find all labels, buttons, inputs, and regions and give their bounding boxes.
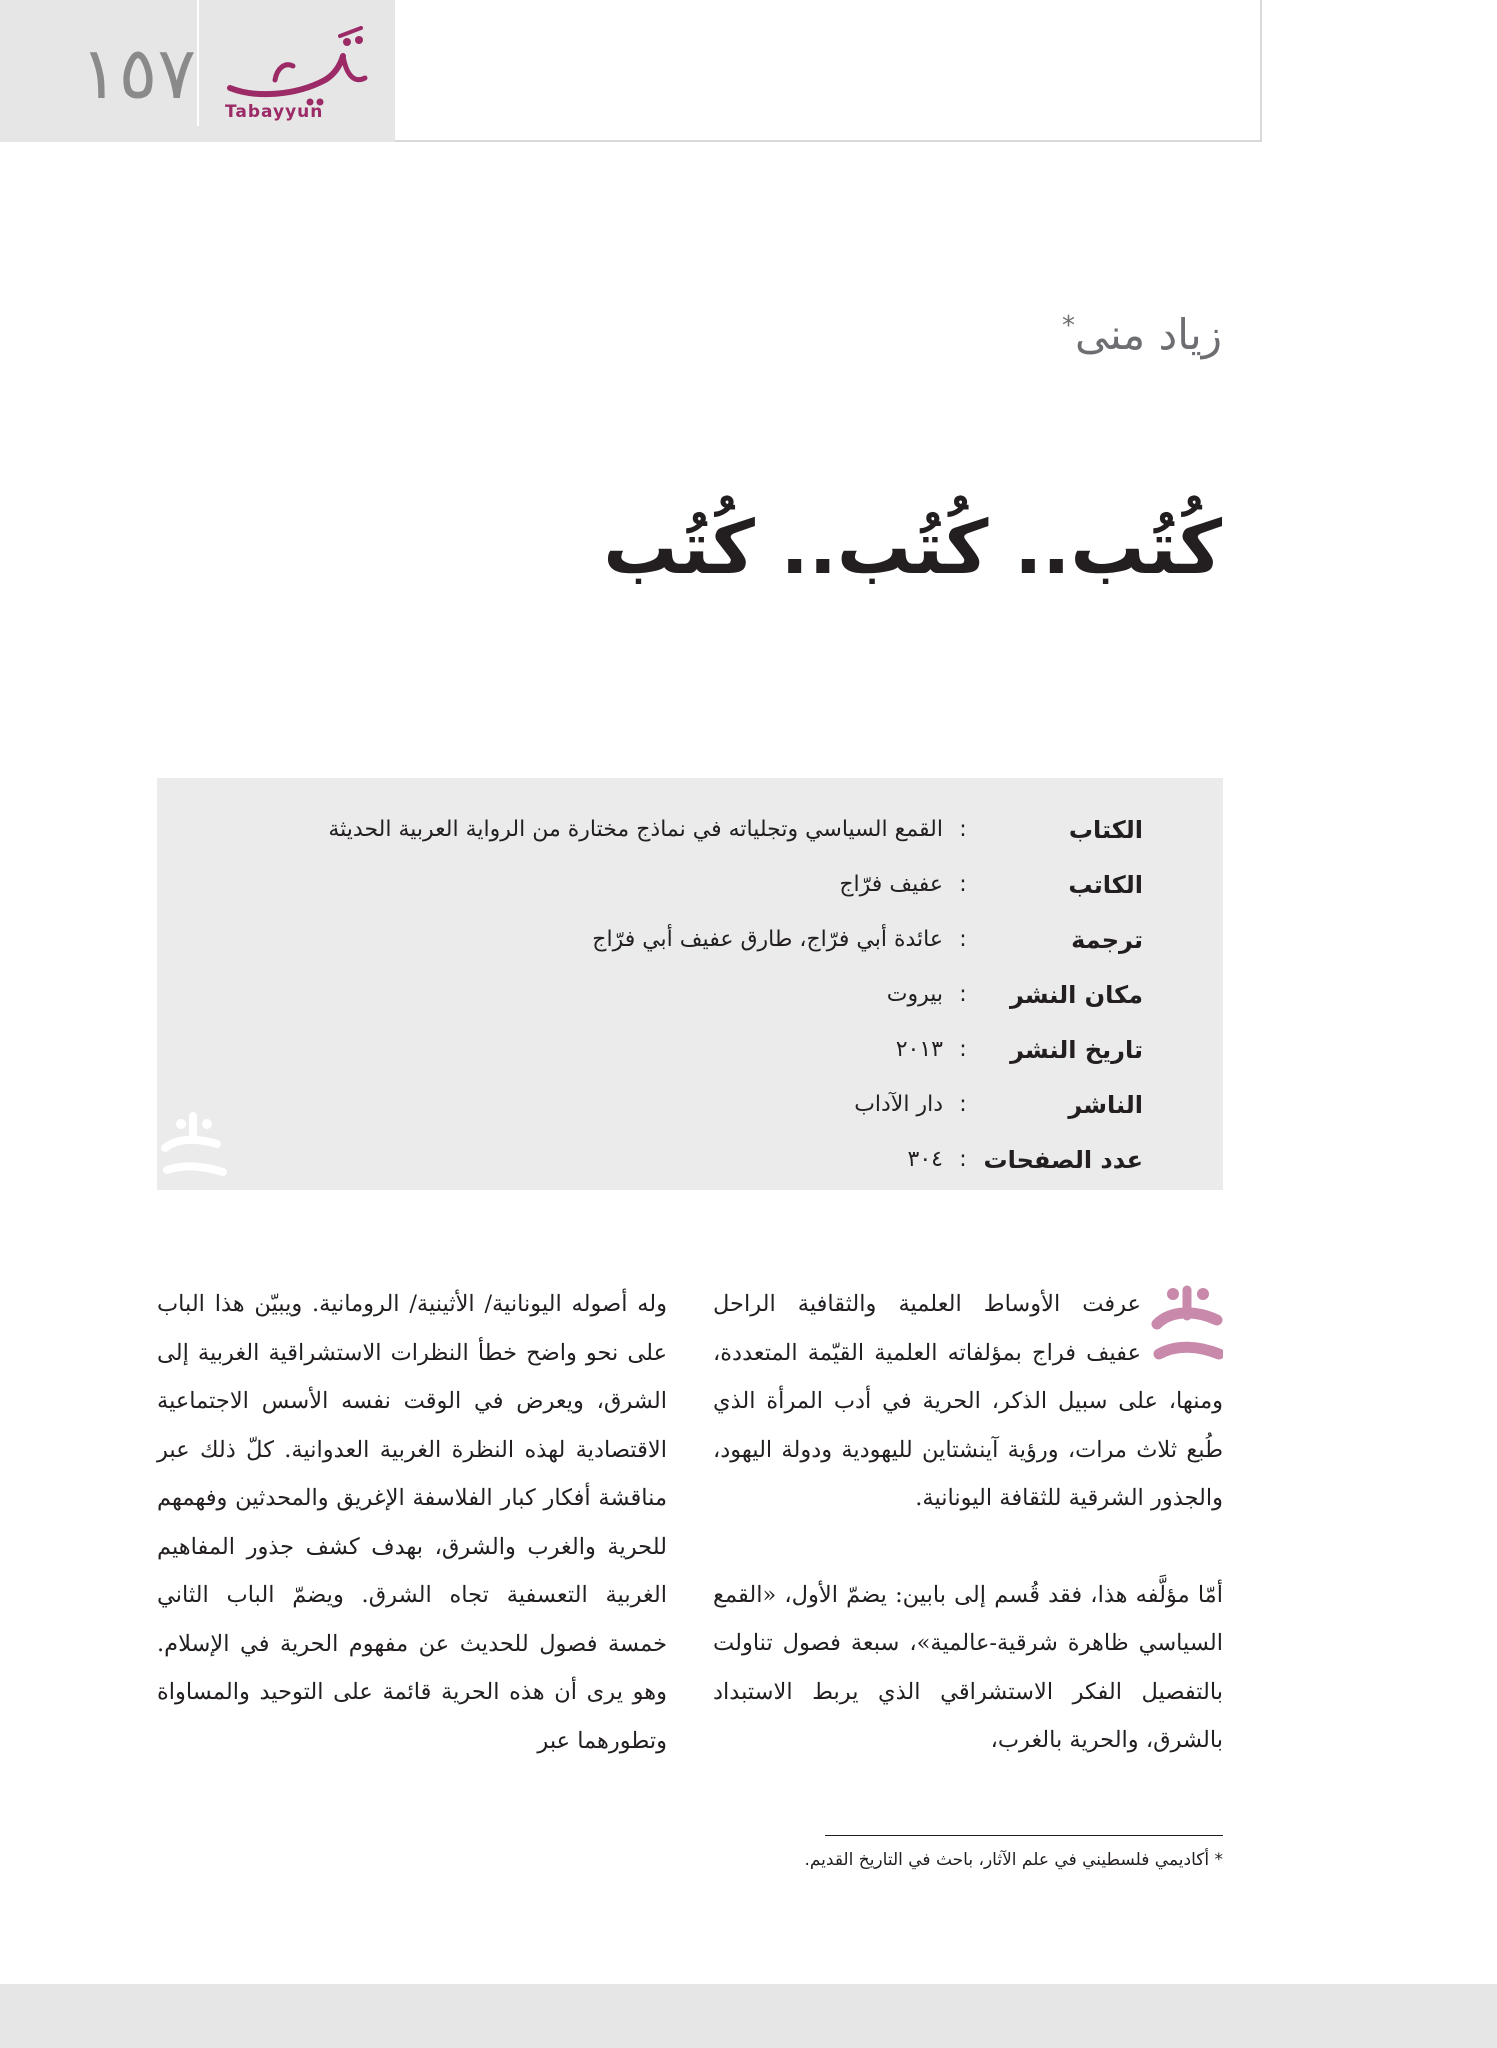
book-info-value: القمع السياسي وتجلياته في نماذج مختارة من الرواية العربية الحديثة [328,817,943,842]
book-info-label: الكتاب [1068,815,1143,844]
book-info-row [328,802,1143,857]
book-info-label: مكان النشر [1009,980,1143,1009]
logo-wordmark: Tabayyun [225,102,324,122]
paragraph [713,1571,1223,1765]
book-info-row [328,1132,1143,1187]
colon: : [959,817,967,842]
book-info-label: الكاتب [1068,870,1143,899]
header-tab [0,0,395,142]
book-info-box [157,778,1223,1190]
book-info-label: الناشر [1068,1090,1143,1119]
paragraph-text: أمّا مؤلَّفه هذا، فقد قُسم إلى بابين: يضمّ الأول، «القمع السياسي ظاهرة شرقية-عالمية»، سبعة فصول تناولت بالتفصيل الفكر الاستشراقي الذي يربط الاستبداد بالشرق، والحرية بالغرب، [713,1581,1223,1753]
drop-cap-icon [1151,1280,1223,1370]
page-number: ١٥٧ [80,31,197,115]
colon: : [959,982,967,1007]
book-info-label: عدد الصفحات [983,1145,1143,1174]
paragraph [157,1280,667,1765]
article-column-right [713,1280,1223,1765]
book-info-row [328,857,1143,912]
colon: : [959,1147,967,1172]
colon: : [959,927,967,952]
book-info-value: ٣٠٤ [907,1147,943,1172]
book-info-value: ٢٠١٣ [895,1037,943,1062]
colon: : [959,1092,967,1117]
book-info-row [328,1077,1143,1132]
book-info-value: دار الآداب [854,1092,943,1117]
watermark-icon [157,1108,237,1190]
paragraph [713,1280,1223,1523]
header-divider [197,0,199,126]
footer-band [0,1984,1497,2048]
footnote-divider [825,1835,1223,1836]
article-title: كُتُب.. كُتُب.. كُتُب [603,505,1222,591]
tabayyun-logo [215,18,375,128]
book-info-list [328,802,1143,1187]
author-byline [1062,310,1222,359]
book-info-value: بيروت [886,982,943,1007]
footnote [804,1850,1223,1870]
book-info-label: ترجمة [1071,925,1143,954]
author-footnote-mark: * [1062,311,1075,341]
book-info-row [328,967,1143,1022]
book-info-value: عفيف فرّاج [839,872,943,897]
paragraph-text: عرفت الأوساط العلمية والثقافية الراحل عفيف فراج بمؤلفاته العلمية القيّمة المتعددة، ومنها، على سبيل الذكر، الحرية في أدب المرأة الذي طُبع ثلاث مرات، ورؤية آينشتاين لليهودية ودولة اليهود، والجذور الشرقية للثقافة اليونانية. [713,1291,1223,1511]
book-info-label: تاريخ النشر [1010,1035,1143,1064]
book-info-row [328,912,1143,967]
tabayyun-logo-mark [215,18,375,108]
colon: : [959,1037,967,1062]
footnote-mark: * [1214,1850,1223,1870]
article-column-left [157,1280,667,1765]
author-name: زياد منى [1075,310,1222,359]
book-info-value: عائدة أبي فرّاج، طارق عفيف أبي فرّاج [592,927,943,952]
book-info-row [328,1022,1143,1077]
paragraph-text: وله أصوله اليونانية/ الأثينية/ الرومانية. ويبيّن هذا الباب على نحو واضح خطأ النظرات الاستشراقية الغربية إلى الشرق، ويعرض في الوقت نفسه الأسس الاجتماعية الاقتصادية لهذه النظرة الغربية العدوانية. كلّ ذلك عبر مناقشة أفكار كبار الفلاسفة الإغريق والمحدثين وفهمهم للحرية والغرب والشرق، بهدف كشف جذور المفاهيم الغربية التعسفية تجاه الشرق. ويضمّ الباب الثاني خمسة فصول للحديث عن مفهوم الحرية في الإسلام. وهو يرى أن هذه الحرية قائمة على التوحيد والمساواة وتطورهما عبر [157,1291,667,1754]
footnote-text: أكاديمي فلسطيني في علم الآثار، باحث في التاريخ القديم. [804,1850,1210,1870]
colon: : [959,872,967,897]
